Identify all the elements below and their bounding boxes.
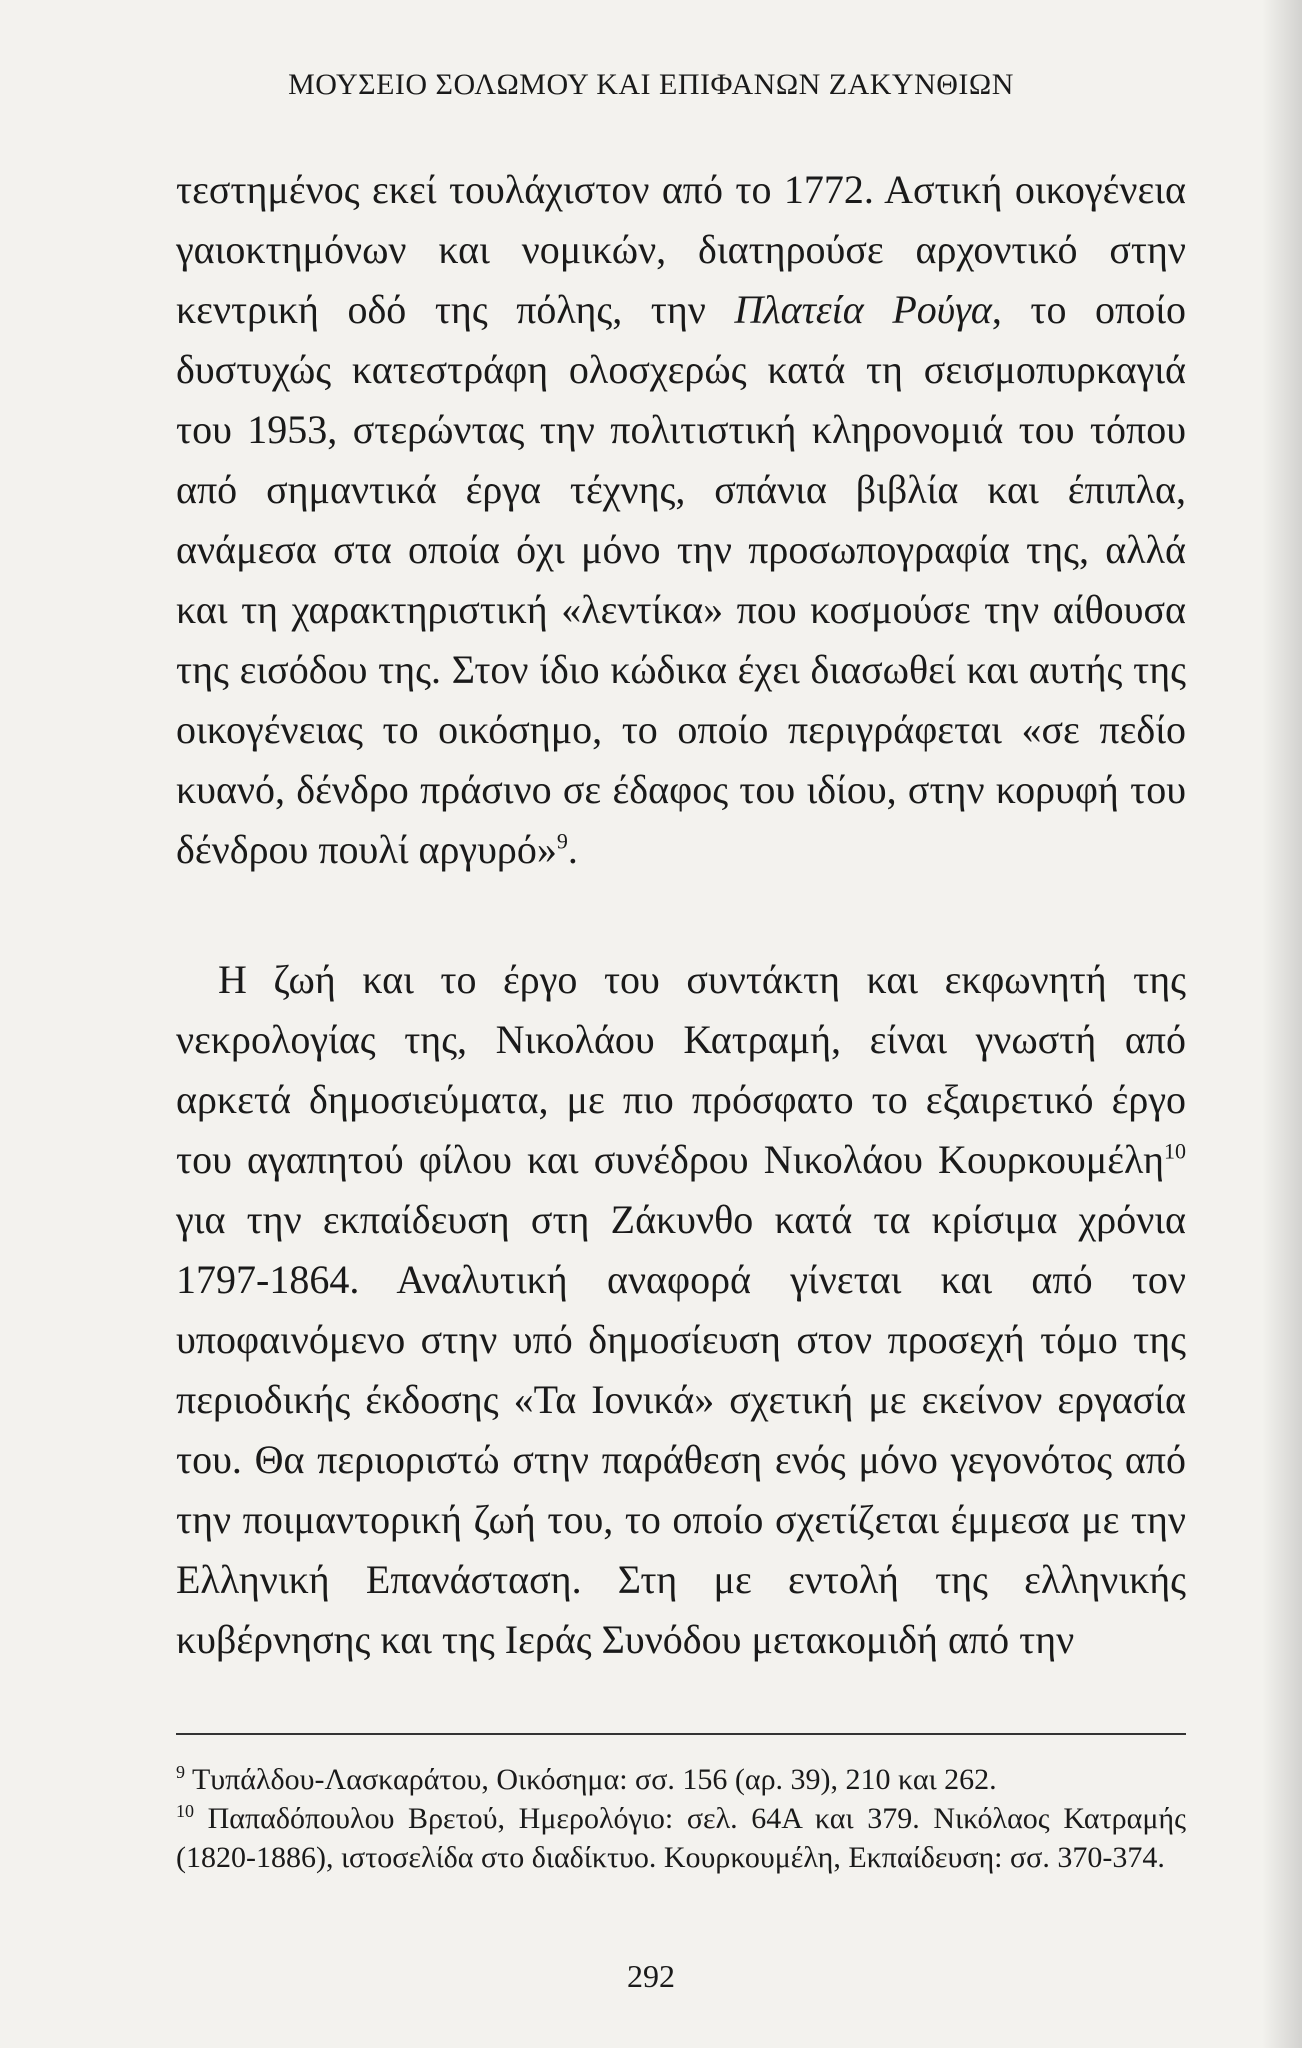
paragraph-text: . xyxy=(567,827,578,872)
footnote-number: 10 xyxy=(176,1801,194,1821)
footnote-9 xyxy=(176,1760,1186,1799)
paragraph-text: , το οποίο δυστυχώς κατεστράφη ολοσχερώς κατά τη σεισμοπυρκαγιά του 1953, στερώντας την πολιτιστική κληρονομιά του τόπου από σημαντικά έργα τέχνης, σπάνια βιβλία και έπιπλα, ανάμεσα στα οποία όχι μόνο την προσωπογραφία της, αλλά και τη χαρακτηριστική «λεντίκα» που κοσμούσε την αίθουσα της εισόδου της. Στον ίδιο κώδικα έχει διασωθεί και αυτής της οικογένειας το οικόσημο, το οποίο περιγράφεται «σε πεδίο κυανό, δένδρο πράσινο σε έδαφος του ιδίου, στην κορυφή του δένδρου πουλί αργυρό» xyxy=(176,287,1187,872)
paragraph-text: για την εκπαίδευση στη Ζάκυνθο κατά τα κρίσιμα χρόνια 1797-1864. Αναλυτική αναφορά γίνεται και από τον υποφαινόμενο στην υπό δημοσίευση στον προσεχή τόμο της περιοδικής έκδοσης «Τα Ιονικά» σχετική με εκείνον εργασία του. Θα περιοριστώ στην παράθεση ενός μόνο γεγονότος από την ποιμαντορική ζωή του, το οποίο σχετίζεται έμμεσα με την Ελληνική Επανάσταση. Στη με εντολή της ελληνικής κυβέρνησης και της Ιεράς Συνόδου μετακομιδή από την xyxy=(176,1197,1186,1662)
footnote-text: Τυπάλδου-Λασκαράτου, Οικόσημα: σσ. 156 (αρ. 39), 210 και 262. xyxy=(185,1763,997,1796)
paragraph-text: τεστημένος εκεί τουλάχιστον από το 1772. Αστική οικογένεια γαιοκτημόνων και νομικών, διατηρούσε αρχοντικό στην κεντρική οδό της πόλης, την xyxy=(176,167,1186,332)
paragraph-text: Η ζωή και το έργο του συντάκτη και εκφωνητή της νεκρολογίας της, Νικολάου Κατραμή, είναι γνωστή από αρκετά δημοσιεύματα, με πιο πρόσφατο το εξαιρετικό έργο του αγαπητού φίλου και συνέδρου Νικολάου Κουρκουμέλη xyxy=(176,957,1186,1182)
footnote-10 xyxy=(176,1799,1186,1877)
page-number: 292 xyxy=(627,1958,675,1994)
footnote-ref-9[interactable]: 9 xyxy=(556,828,568,854)
footnote-ref-10[interactable]: 10 xyxy=(1164,1138,1186,1164)
footnotes-section xyxy=(176,1760,1186,1877)
footnote-divider xyxy=(176,1733,1186,1735)
footnote-text: Παπαδόπουλου Βρετού, Ημερολόγιο: σελ. 64Α και 379. Νικόλαος Κατραμής (1820-1886), ιστοσελίδα στο διαδίκτυο. Κουρκουμέλη, Εκπαίδευση: σσ. 370-374. xyxy=(176,1802,1186,1874)
body-paragraph-2 xyxy=(176,950,1186,1670)
running-header: ΜΟΥΣΕΙΟ ΣΟΛΩΜΟΥ ΚΑΙ ΕΠΙΦΑΝΩΝ ΖΑΚΥΝΘΙΩΝ xyxy=(288,68,1014,101)
page-edge-shadow xyxy=(1262,0,1302,2048)
footnote-number: 9 xyxy=(176,1762,185,1782)
body-paragraph-1 xyxy=(176,160,1186,880)
place-name-italic: Πλατεία Ρούγα xyxy=(734,287,992,332)
